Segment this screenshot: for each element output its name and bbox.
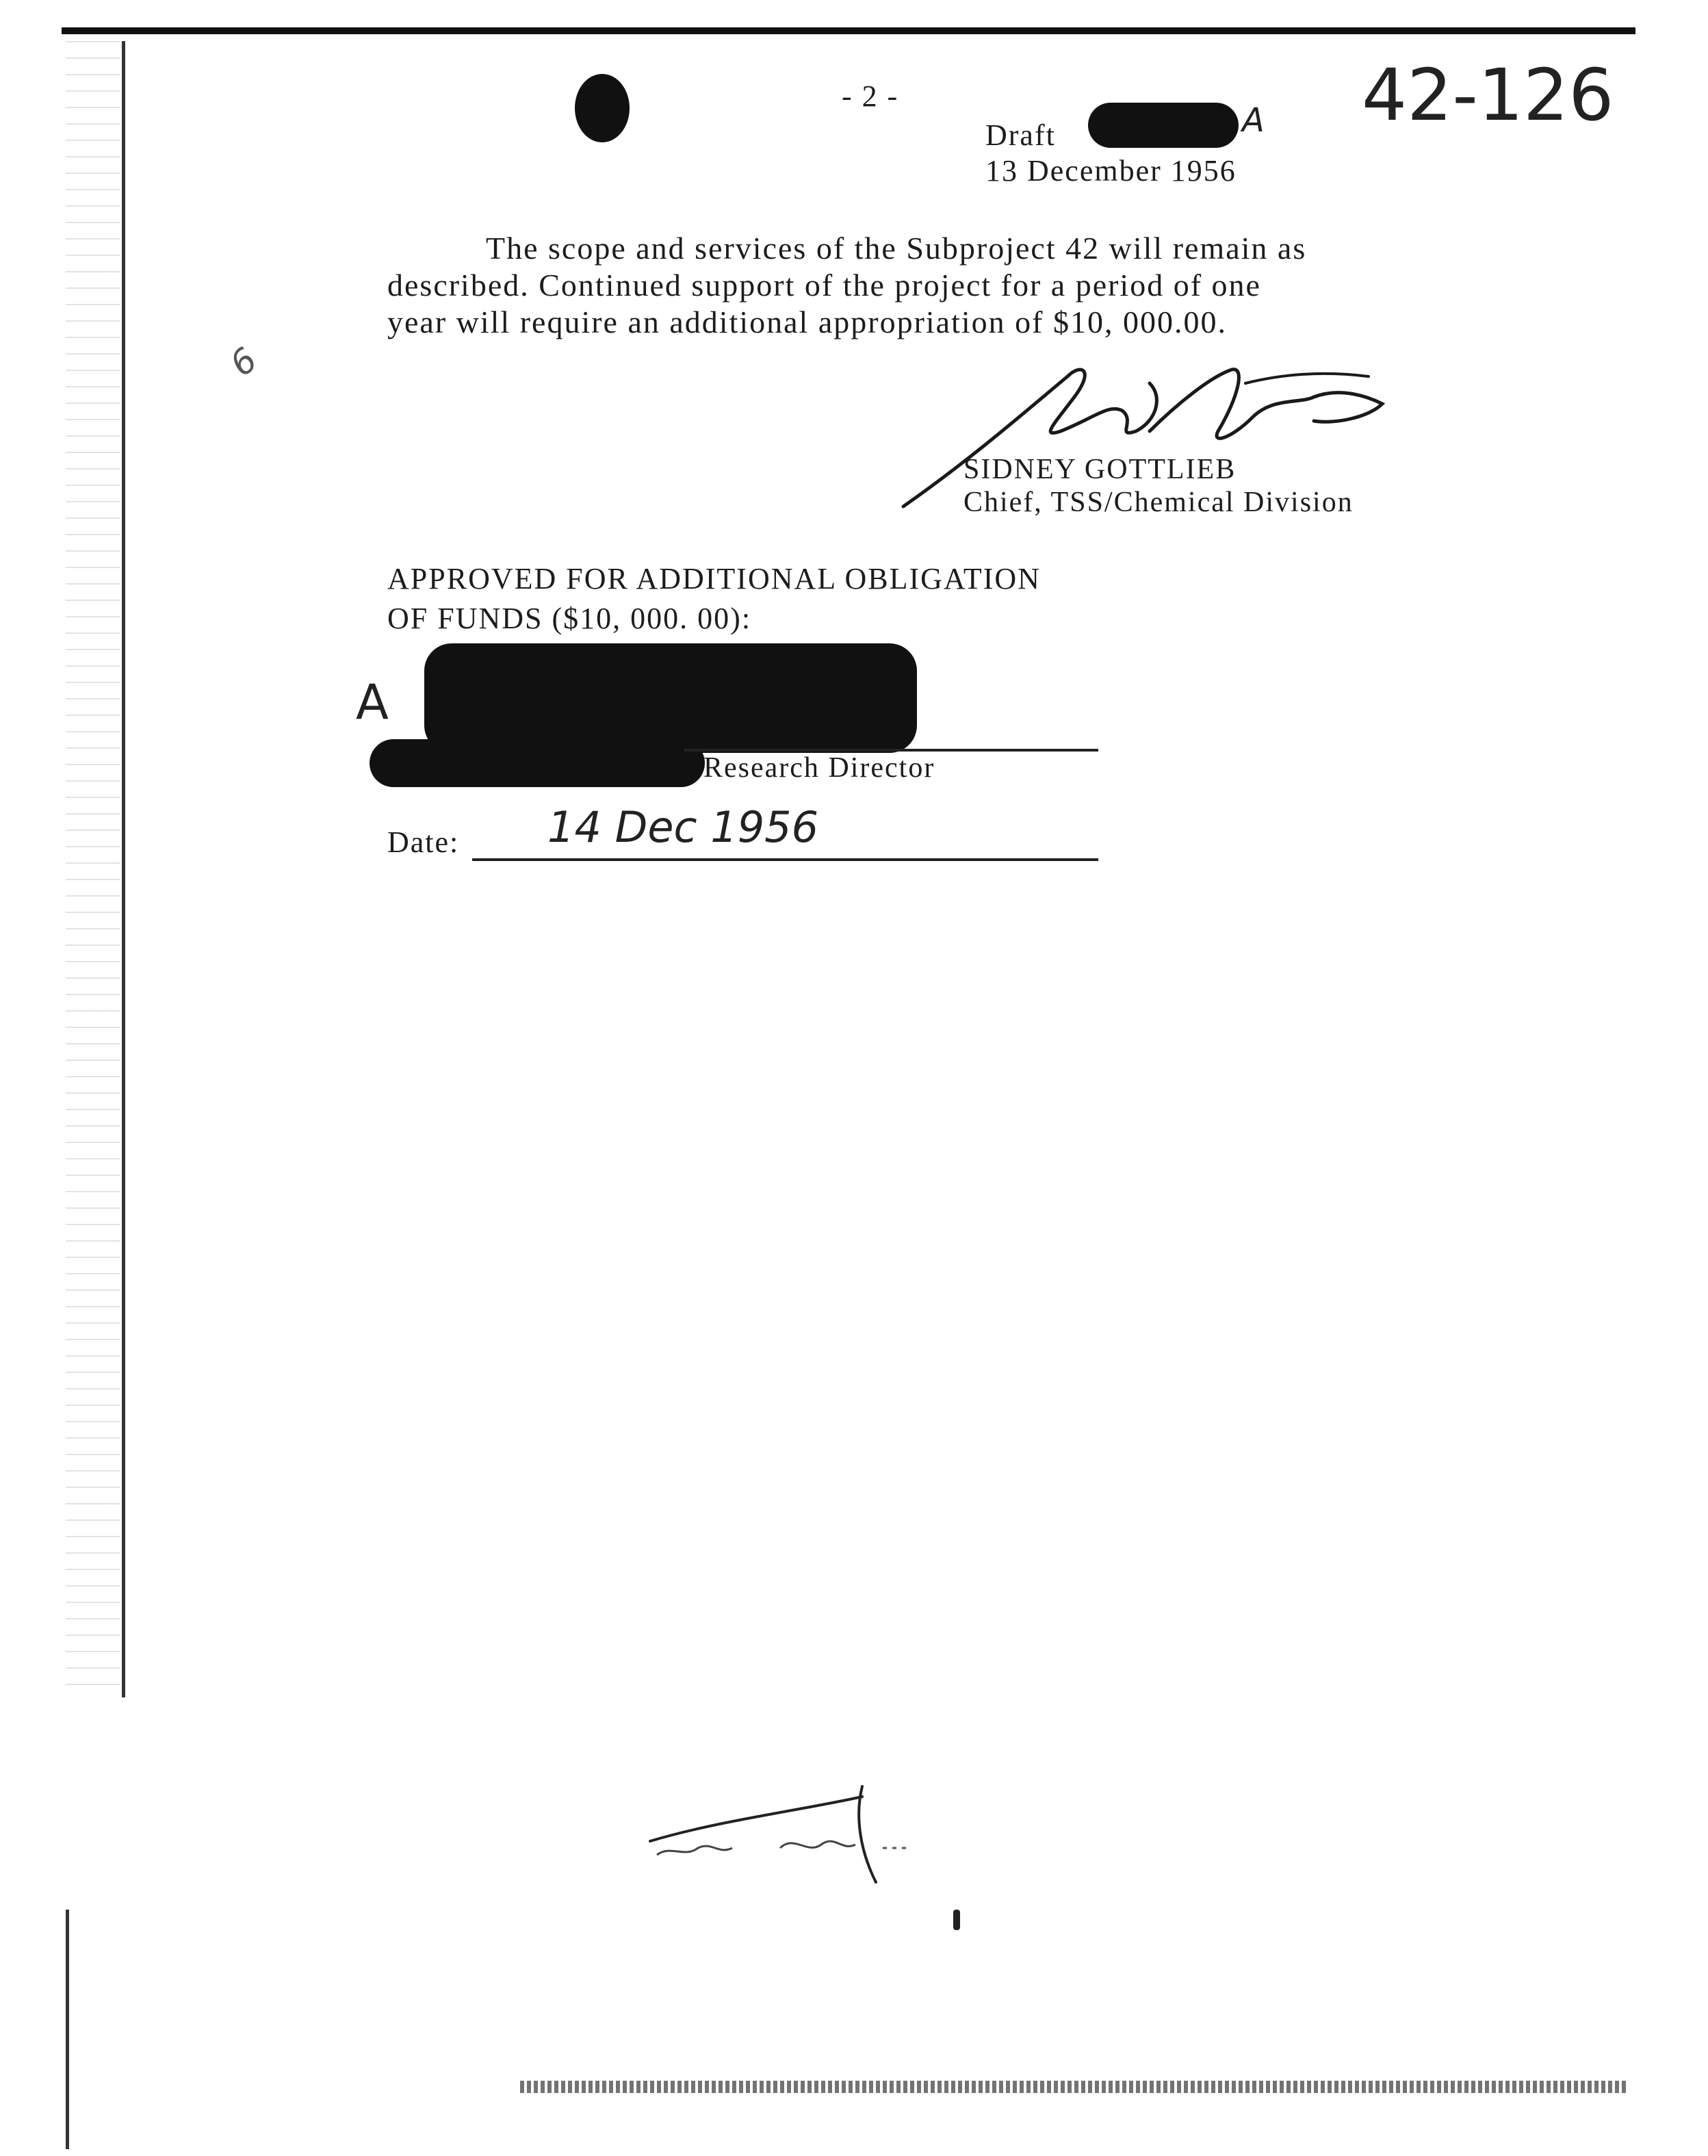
paragraph-line: The scope and services of the Subproject 42 will remain as	[486, 231, 1307, 266]
file-number: 42-126	[1362, 53, 1614, 137]
scan-margin-line	[122, 41, 125, 1697]
paragraph-line: described. Continued support of the project for a period of one	[387, 268, 1261, 303]
draft-date: 13 December 1956	[985, 154, 1237, 188]
approval-heading: APPROVED FOR ADDITIONAL OBLIGATION	[387, 562, 1041, 595]
redaction-block	[1088, 103, 1239, 148]
scan-bottom-edge	[520, 2081, 1629, 2093]
margin-annotation: 6	[222, 339, 265, 385]
scan-left-edge-noise	[66, 41, 120, 1697]
date-value: 14 Dec 1956	[547, 802, 819, 852]
date-label: Date:	[387, 825, 460, 859]
approval-heading: OF FUNDS ($10, 000. 00):	[387, 602, 752, 635]
hole-punch-mark	[575, 74, 630, 142]
approver-title: Research Director	[703, 752, 935, 784]
approver-prefix: A	[356, 674, 389, 730]
handwritten-initials	[636, 1780, 951, 1889]
draft-label: Draft	[985, 118, 1056, 152]
ink-mark	[953, 1910, 960, 1930]
signer-name: SIDNEY GOTTLIEB	[963, 454, 1237, 485]
date-rule	[472, 858, 1098, 861]
draft-suffix: A	[1242, 101, 1265, 140]
redaction-block	[424, 643, 917, 753]
redaction-block	[370, 739, 705, 787]
signer-title: Chief, TSS/Chemical Division	[963, 487, 1354, 518]
scan-top-edge	[62, 27, 1635, 34]
page-number: - 2 -	[842, 79, 899, 113]
scan-margin-line-lower	[66, 1910, 69, 2149]
paragraph-line: year will require an additional appropriation of $10, 000.00.	[387, 305, 1227, 339]
